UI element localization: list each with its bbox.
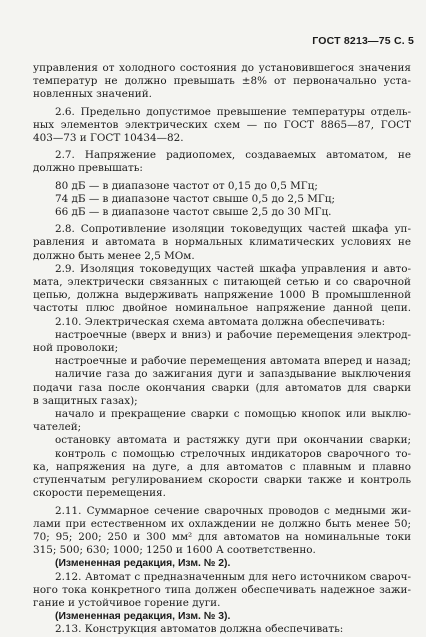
text-line: настроечные (вверх и вниз) и рабочие перемещения электрод- <box>55 328 411 341</box>
text-line: частоты плюс двойное номинальное напряжение данной цепи. <box>33 302 411 315</box>
text-line: наличие газа до зажигания дуги и запаздывание выключения <box>55 368 411 381</box>
text-line: должно быть менее 2,5 МОм. <box>33 249 195 262</box>
text-line: чателей; <box>33 421 82 434</box>
text-line: гание и устойчивое горение дуги. <box>33 596 221 609</box>
text-line: ка, напряжения на дуге, а для автоматов с плавным и плавно <box>33 460 411 473</box>
text-line: ных элементов электрических схем — по ГОСТ 8865—87, ГОСТ <box>33 118 411 131</box>
text-line: 2.9. Изоляция токоведущих частей шкафа управления и авто- <box>55 262 411 275</box>
text-line: управления от холодного состояния до установившегося значения <box>33 62 411 74</box>
text-line: цепью, должна выдерживать напряжение 1000 В промышленной <box>33 289 411 302</box>
amendment-note-line: (Измененная редакция, Изм. № 2). <box>55 558 231 570</box>
text-line: новленных значений. <box>33 88 152 101</box>
amendment-note-line: (Измененная редакция, Изм. № 3). <box>55 611 231 623</box>
text-line: 2.6. Предельно допустимое превышение температуры отдель- <box>55 105 411 118</box>
text-line: остановку автомата и растяжку дуги при окончании сварки; <box>55 434 411 447</box>
text-line: настроечные и рабочие перемещения автомата вперед и назад; <box>55 355 411 368</box>
text-line: 315; 500; 630; 1000; 1250 и 1600 А соответственно. <box>33 544 316 557</box>
text-line: должно превышать: <box>33 162 143 175</box>
text-line: 70; 95; 200; 250 и 300 мм² для автоматов на номинальные токи <box>33 530 411 543</box>
text-line: мата, электрически связанных с питающей сетью и со сварочной <box>33 276 411 289</box>
text-line: ного тока конкретного типа должен обеспечивать надежное зажи- <box>33 583 411 596</box>
text-line: 2.12. Автомат с предназначенным для него источником свароч- <box>55 570 411 583</box>
text-line: 74 дБ — в диапазоне частот свыше 0,5 до 2,5 МГц; <box>55 192 335 205</box>
text-line: скорости перемещения. <box>33 487 166 500</box>
text-line: в защитных газах); <box>33 394 138 407</box>
text-line: равления и автомата в нормальных климатических условиях не <box>33 236 411 249</box>
text-line: начало и прекращение сварки с помощью кнопок или выклю- <box>55 408 411 421</box>
text-line: 80 дБ — в диапазоне частот от 0,15 до 0,5 МГц; <box>55 179 318 192</box>
text-line: 2.10. Электрическая схема автомата должна обеспечивать: <box>55 315 386 328</box>
text-line: 2.7. Напряжение радиопомех, создаваемых автоматом, не <box>55 149 411 162</box>
text-line: ступенчатым регулированием скорости сварки также и контроль <box>33 474 411 487</box>
text-line: контроль с помощью стрелочных индикаторов сварочного то- <box>55 447 411 460</box>
text-line: 2.8. Сопротивление изоляции токоведущих частей шкафа уп- <box>55 223 411 236</box>
document-body <box>33 62 411 637</box>
page-header-standard-ref: ГОСТ 8213—75 С. 5 <box>312 35 414 47</box>
text-line: 66 дБ — в диапазоне частот свыше 2,5 до 30 МГц. <box>55 206 332 219</box>
text-line: температур не должно превышать ±8% от первоначально уста- <box>33 75 411 88</box>
text-line: подачи газа после окончания сварки (для автоматов для сварки <box>33 381 411 394</box>
text-line: лами при естественном их охлаждении не должно быть менее 50; <box>33 517 411 530</box>
text-line: 2.13. Конструкция автоматов должна обеспечивать: <box>55 623 344 636</box>
text-line: 403—73 и ГОСТ 10434—82. <box>33 132 184 145</box>
text-line: ной проволоки; <box>33 342 119 355</box>
text-line: 2.11. Суммарное сечение сварочных проводов с медными жи- <box>55 504 411 517</box>
